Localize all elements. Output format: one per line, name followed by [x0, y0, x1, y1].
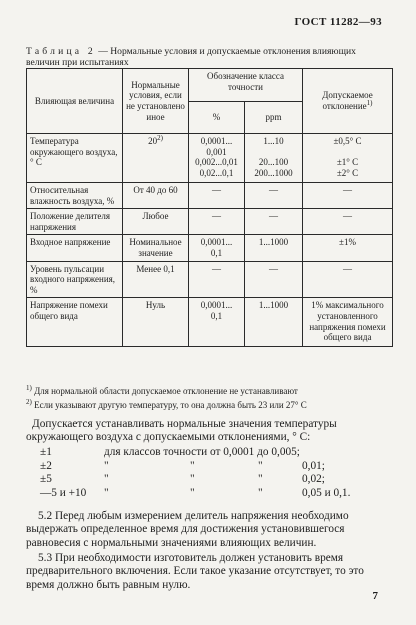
- head-deviation-label: Допускаемое отклонение: [322, 90, 373, 111]
- table-cell-name: Положение делителя напряжения: [27, 209, 123, 235]
- table-cell-normal: От 40 до 60: [123, 183, 189, 209]
- table-row: [27, 134, 393, 183]
- tolerance-cell-d: ": [258, 486, 263, 499]
- tolerance-cell-c: ": [190, 459, 195, 472]
- page-number: 7: [372, 590, 378, 602]
- head-class: Обозначение класса точности: [189, 69, 303, 102]
- tolerance-cell-c: ": [190, 473, 195, 486]
- table-row: [27, 298, 393, 347]
- footnote-2-text: Если указывают другую температуру, то она должна быть 23 или 27° С: [31, 400, 307, 410]
- head-quantity: Влияющая величина: [27, 69, 123, 134]
- table-cell-pct: 0,0001... 0,1: [189, 298, 245, 347]
- document-header: ГОСТ 11282—93: [294, 16, 382, 28]
- footnote-1-mark: 1): [26, 384, 32, 392]
- footnote-1-text: Для нормальной области допускаемое отклонение не устанавливают: [31, 386, 298, 396]
- table-row: [27, 261, 393, 298]
- table-cell-pct: 0,0001... 0,001 0,002...0,01 0,02...0,1: [189, 134, 245, 183]
- cell-footnote-mark: 2): [157, 134, 163, 142]
- table-cell-dev: ±0,5° С ±1° С ±2° С: [303, 134, 393, 183]
- table-cell-name: Входное напряжение: [27, 235, 123, 261]
- table-cell-dev: —: [303, 261, 393, 298]
- table-cell-ppm: —: [245, 183, 303, 209]
- table-cell-dev: —: [303, 209, 393, 235]
- table-cell-normal: Нуль: [123, 298, 189, 347]
- table-cell-ppm: —: [245, 261, 303, 298]
- table-cell-pct: —: [189, 183, 245, 209]
- tolerance-cell-e: 0,05 и 0,1.: [302, 486, 351, 499]
- table-cell-normal: Номинальное значение: [123, 235, 189, 261]
- table-cell-ppm: —: [245, 209, 303, 235]
- tolerance-cell-a: ±1: [40, 446, 52, 458]
- head-ppm: ppm: [245, 102, 303, 134]
- footnote-2: [26, 400, 396, 411]
- tolerance-cell-d: ": [258, 459, 263, 472]
- table-cell-ppm: 1...10 20...100 200...1000: [245, 134, 303, 183]
- table-cell-normal: 20$^{2)}$: [123, 134, 189, 183]
- table-caption: [26, 46, 392, 68]
- table-cell-name: Температура окружающего воздуха, ° С: [27, 134, 123, 183]
- table-cell-dev: 1% максимального установленного напряжения помехи общего вида: [303, 298, 393, 347]
- tolerance-cell-d: ": [258, 473, 263, 486]
- table-cell-name: Напряжение помехи общего вида: [27, 298, 123, 347]
- tolerance-cell-a: ±5: [40, 473, 52, 486]
- tolerance-cell-a: ±2: [40, 459, 52, 472]
- table-cell-normal: Менее 0,1: [123, 261, 189, 298]
- tolerance-cell-b: ": [104, 473, 109, 486]
- table-cell-ppm: 1...1000: [245, 235, 303, 261]
- table-cell-pct: 0,0001... 0,1: [189, 235, 245, 261]
- table-caption-text: — Нормальные условия и допускаемые отклонения влияющих величин при испытаниях: [26, 46, 356, 68]
- footnote-1: [26, 386, 396, 397]
- tolerance-cell-b: ": [104, 486, 109, 499]
- table-row: [27, 235, 393, 261]
- table-head-row: [27, 69, 393, 102]
- tolerance-cell-b: для классов точности от 0,0001 до 0,005;: [104, 446, 300, 458]
- table-cell-dev: —: [303, 183, 393, 209]
- head-deviation: [303, 69, 393, 134]
- table-row: [27, 209, 393, 235]
- table-cell-name: Уровень пульсации входного напряжения, %: [27, 261, 123, 298]
- table-caption-lead: Таблица 2: [26, 46, 96, 57]
- paragraph-5-2: 5.2 Перед любым измерением делитель напряжения необходимо выдержать определенное время для достижения установившегося равновесия с нормальными значениями влияющих величин.: [26, 510, 349, 549]
- tolerance-cell-e: 0,02;: [302, 473, 325, 486]
- paragraph-5-3: 5.3 При необходимости изготовитель должен установить время предварительного включения. Если такое указание отсутствует, то это время должно быть равным нулю.: [26, 552, 364, 591]
- table-cell-ppm: 1...1000: [245, 298, 303, 347]
- head-deviation-note: 1): [366, 99, 373, 107]
- tolerance-cell-e: 0,01;: [302, 459, 325, 472]
- table-cell-pct: —: [189, 261, 245, 298]
- table-cell-normal: Любое: [123, 209, 189, 235]
- tolerance-cell-a: —5 и +10: [40, 486, 87, 499]
- tolerance-cell-c: ": [190, 486, 195, 499]
- table-cell-name: Относительная влажность воздуха, %: [27, 183, 123, 209]
- conditions-table: [26, 68, 393, 347]
- table-cell-dev: ±1%: [303, 235, 393, 261]
- footnote-2-mark: 2): [26, 398, 32, 406]
- table-cell-pct: —: [189, 209, 245, 235]
- head-percent: %: [189, 102, 245, 134]
- table-row: [27, 183, 393, 209]
- paragraph-temperature: Допускается устанавливать нормальные значения температуры окружающего воздуха с допускаемыми отклонениями, ° С:: [26, 418, 337, 444]
- head-normal: Нормальные условия, если не установлено иное: [123, 69, 189, 134]
- tolerance-cell-b: ": [104, 459, 109, 472]
